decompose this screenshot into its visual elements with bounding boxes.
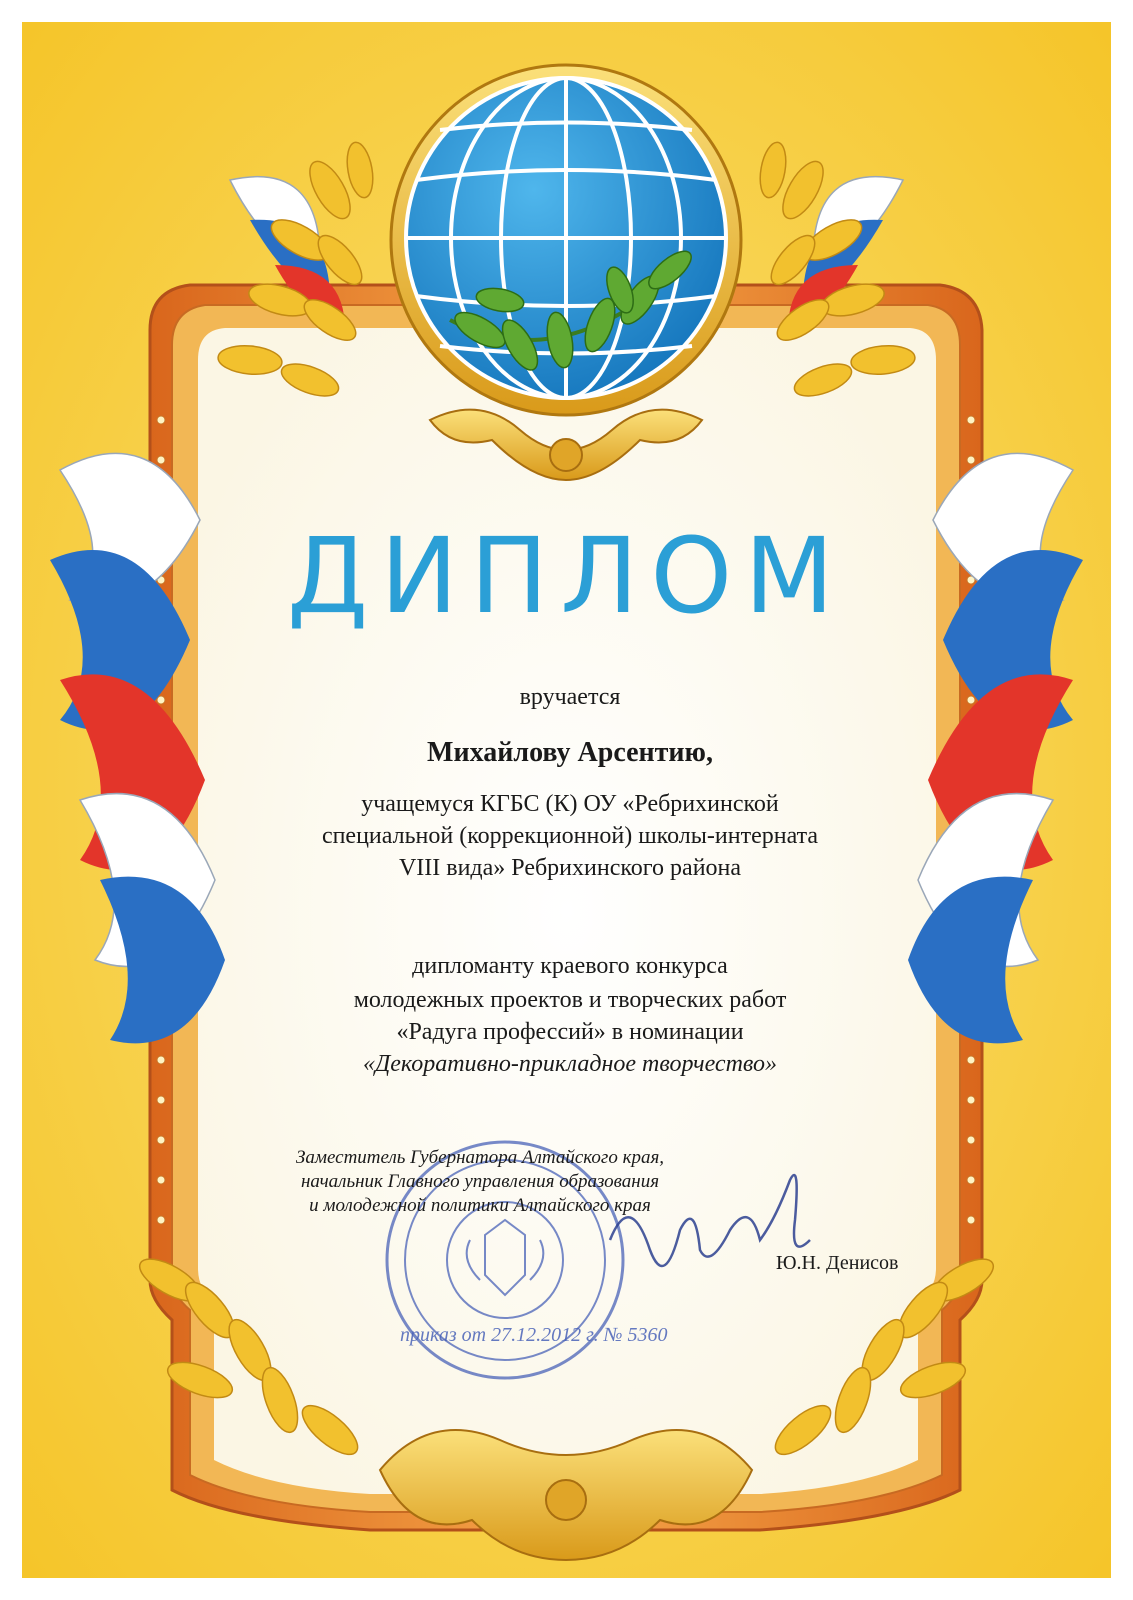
nomination: «Декоративно-прикладное творчество» <box>362 1051 778 1077</box>
order-reference: приказ от 27.12.2012 г. № 5360 <box>400 1324 668 1346</box>
achievement-line-3: «Радуга профессий» в номинации <box>396 1019 744 1045</box>
affiliation-line-1: учащемуся КГБС (К) ОУ «Ребрихинской <box>361 791 779 817</box>
affiliation-line-2: специальной (коррекционной) школы-интерната <box>321 823 819 849</box>
recipient-name: Михайлову Арсентию, <box>427 737 713 768</box>
achievement-line-2: молодежных проектов и творческих работ <box>353 987 787 1013</box>
awarded-label: вручается <box>519 684 621 710</box>
signatory-line-3: и молодежной политики Алтайского края <box>309 1195 651 1216</box>
achievement-line-1: дипломанту краевого конкурса <box>412 953 728 979</box>
signer-name: Ю.Н. Денисов <box>776 1252 899 1274</box>
affiliation-line-3: VIII вида» Ребрихинского района <box>398 855 742 881</box>
signatory-line-2: начальник Главного управления образования <box>300 1171 660 1192</box>
signatory-line-1: Заместитель Губернатора Алтайского края, <box>295 1147 665 1168</box>
diploma-title: ДИПЛОМ <box>286 515 847 637</box>
